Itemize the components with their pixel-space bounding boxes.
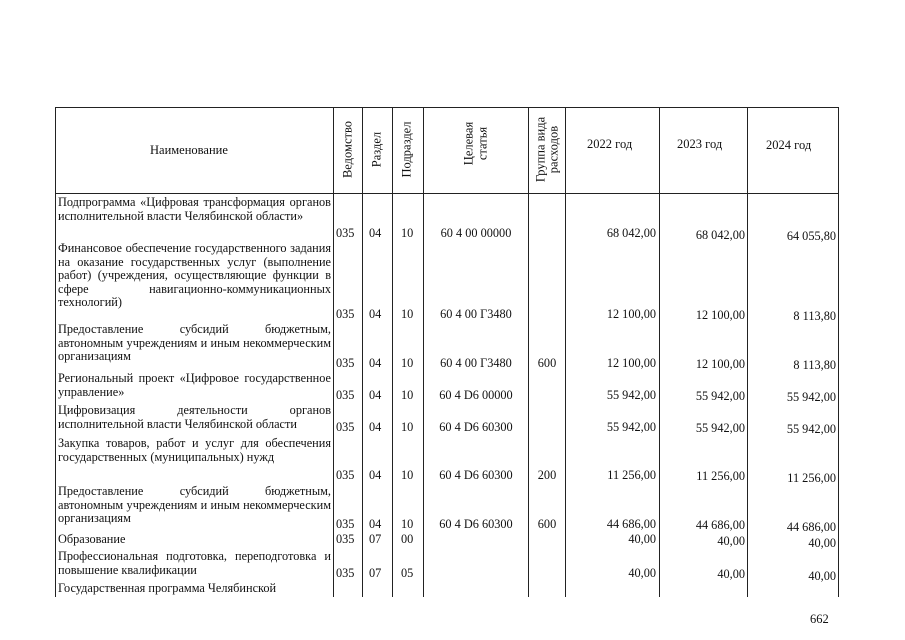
row-2023: 12 100,00 [695, 357, 745, 371]
row-2022: 12 100,00 [606, 307, 656, 321]
row-target: 60 4 D6 60300 [439, 517, 513, 531]
row-2024: 64 055,80 [786, 229, 836, 243]
row-name: Цифровизация деятельности органов исполнительной власти Челябинской области [58, 403, 331, 431]
row-sec: 04 [369, 420, 382, 434]
row-sec: 07 [369, 566, 382, 580]
row-2024: 8 113,80 [793, 309, 836, 323]
row-name: Образование [58, 532, 126, 546]
row-sub: 10 [401, 226, 414, 240]
row-sec: 04 [369, 468, 382, 482]
header-name: Наименование [150, 143, 228, 157]
row-sub: 00 [401, 532, 414, 546]
row-target: 60 4 D6 60300 [439, 420, 513, 434]
row-exp: 600 [537, 517, 557, 531]
row-name: Закупка товаров, работ и услуг для обеспечения государственных (муниципальных) нужд [58, 436, 331, 464]
row-2022: 68 042,00 [606, 226, 656, 240]
row-exp: 200 [537, 468, 557, 482]
row-sec: 04 [369, 356, 382, 370]
row-name: Подпрограмма «Цифровая трансформация органов исполнительной власти Челябинской области» [58, 195, 331, 223]
row-sec: 04 [369, 226, 382, 240]
row-target: 60 4 00 Г3480 [440, 307, 512, 321]
row-target: 60 4 00 Г3480 [440, 356, 512, 370]
row-dept: 035 [336, 420, 355, 434]
row-2024: 40,00 [808, 536, 836, 550]
row-2023: 40,00 [717, 534, 745, 548]
row-dept: 035 [336, 532, 355, 546]
row-2023: 55 942,00 [695, 389, 745, 403]
row-2022: 40,00 [628, 566, 656, 580]
row-2023: 11 256,00 [696, 469, 745, 483]
row-2022: 12 100,00 [606, 356, 656, 370]
row-2022: 40,00 [628, 532, 656, 546]
row-sub: 10 [401, 356, 414, 370]
row-dept: 035 [336, 388, 355, 402]
header-target-line1: Целевая [461, 121, 476, 166]
row-2024: 8 113,80 [793, 358, 836, 372]
header-bottom-border [55, 193, 839, 194]
row-dept: 035 [336, 356, 355, 370]
row-2024: 55 942,00 [786, 390, 836, 404]
header-expense-line2: расходов [546, 125, 561, 174]
header-target-line2: статья [475, 126, 490, 161]
row-2023: 55 942,00 [695, 421, 745, 435]
page-number: 662 [810, 612, 829, 626]
row-target: 60 4 D6 00000 [439, 388, 513, 402]
header-2022: 2022 год [587, 137, 633, 151]
row-2022: 55 942,00 [606, 388, 656, 402]
header-expense-2 [548, 105, 561, 195]
row-name: Профессиональная подготовка, переподготовка и повышение квалификации [58, 549, 331, 577]
row-sub: 10 [401, 388, 414, 402]
row-sec: 04 [369, 388, 382, 402]
row-dept: 035 [336, 226, 355, 240]
row-sub: 10 [401, 420, 414, 434]
row-2023: 68 042,00 [695, 228, 745, 242]
row-2023: 12 100,00 [695, 308, 745, 322]
row-2024: 40,00 [808, 569, 836, 583]
row-2023: 40,00 [717, 567, 745, 581]
table-top-border [55, 107, 839, 108]
header-target-1 [463, 99, 476, 189]
row-2024: 55 942,00 [786, 422, 836, 436]
row-sec: 04 [369, 517, 382, 531]
header-2024: 2024 год [766, 138, 812, 152]
row-dept: 035 [336, 566, 355, 580]
row-name: Региональный проект «Цифровое государственное управление» [58, 371, 331, 399]
header-target-2 [477, 99, 490, 189]
row-dept: 035 [336, 517, 355, 531]
col-border [392, 107, 393, 597]
row-2022: 11 256,00 [607, 468, 656, 482]
col-border [362, 107, 363, 597]
row-target: 60 4 00 00000 [440, 226, 512, 240]
header-subsection: Подраздел [399, 121, 414, 178]
row-2024: 11 256,00 [787, 471, 836, 485]
row-sub: 10 [401, 517, 414, 531]
row-name: Предоставление субсидий бюджетным, автономным учреждениям и иным некоммерческим организациям [58, 322, 331, 364]
header-2023: 2023 год [677, 137, 723, 151]
col-border [333, 107, 334, 597]
row-dept: 035 [336, 468, 355, 482]
row-sec: 04 [369, 307, 382, 321]
row-sub: 05 [401, 566, 414, 580]
row-target: 60 4 D6 60300 [439, 468, 513, 482]
row-exp: 600 [537, 356, 557, 370]
row-2024: 44 686,00 [786, 520, 836, 534]
row-2023: 44 686,00 [695, 518, 745, 532]
row-2022: 55 942,00 [606, 420, 656, 434]
header-expense-line1: Группа вида [533, 116, 548, 183]
row-sub: 10 [401, 307, 414, 321]
header-section: Раздел [369, 131, 384, 168]
row-2022: 44 686,00 [606, 517, 656, 531]
row-name: Финансовое обеспечение государственного задания на оказание государственных услуг (выполнение работ) (учреждения, осуществляющие функции в сфере навигационно-коммуникационных технологий) [58, 241, 331, 310]
row-name: Предоставление субсидий бюджетным, автономным учреждениям и иным некоммерческим организациям [58, 484, 331, 526]
row-sub: 10 [401, 468, 414, 482]
row-sec: 07 [369, 532, 382, 546]
col-border [838, 107, 839, 597]
col-border [55, 107, 56, 597]
header-dept: Ведомство [340, 120, 355, 179]
row-name: Государственная программа Челябинской [58, 581, 277, 595]
row-dept: 035 [336, 307, 355, 321]
